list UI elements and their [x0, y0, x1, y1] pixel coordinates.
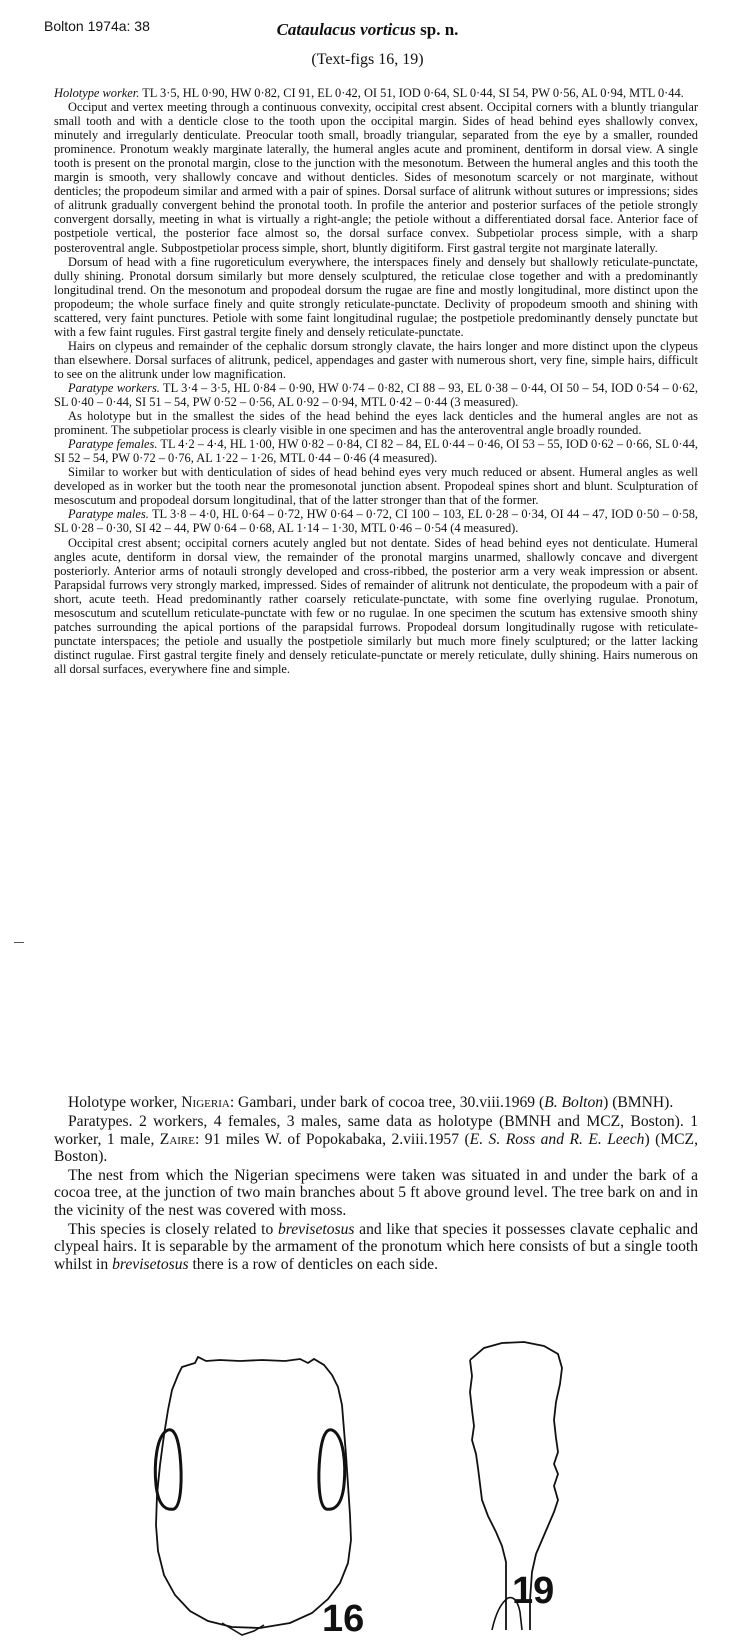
- species-rank: sp. n.: [415, 20, 459, 39]
- relationship-note: [54, 1221, 698, 1273]
- species-name: Cataulacus vorticus: [276, 20, 416, 39]
- nest-note: The nest from which the Nigerian specimens were taken was situated in and under the bark of a cocoa tree, at the junction of two main branches about 5 ft above ground level. The tree bark on and in the vicinity of the nest was covered with moss.: [54, 1167, 698, 1219]
- related-species-2: brevisetosus: [112, 1255, 189, 1273]
- holotype-material: [54, 1094, 698, 1111]
- paratype-males-measurements: [54, 507, 698, 535]
- description-pilosity: Hairs on clypeus and remainder of the cephalic dorsum strongly clavate, the hairs longer and more distinct upon the clypeus than elsewhere. Dorsal surfaces of alitrunk, pedicel, appendages and gaster with numerous short, very fine, simple hairs, difficult to see on the alitrunk under low magnification.: [54, 338, 698, 381]
- holotype-collector: B. Bolton: [544, 1094, 604, 1111]
- relationship-b: and like that species it possesses clavate cephalic and clypeal hairs. It is separable by the armament of the pronotum which here consists of but a single tooth whilst in: [54, 1221, 698, 1273]
- paratype-material-b: : 91 miles W. of Popokabaka, 2.viii.1957 (: [195, 1130, 470, 1148]
- figure-reference: (Text-figs 16, 19): [311, 51, 424, 68]
- paratype-workers-values: TL 3·4 – 3·5, HL 0·84 – 0·90, HW 0·74 – 0·82, CI 88 – 93, EL 0·38 – 0·44, OI 50 – 54, IOD 0·54 – 0·62, SL 0·40 – 0·44, SI 51 – 54, PW 0·52 – 0·56, AL 0·92 – 0·94, MTL 0·42 – 0·44 (3 measured).: [54, 380, 698, 410]
- paratype-females-measurements: [54, 437, 698, 465]
- holotype-material-a: Holotype worker,: [68, 1094, 182, 1111]
- paratype-workers-measurements: [54, 381, 698, 409]
- paratype-workers-label: Paratype workers.: [68, 380, 160, 395]
- clypeal-notch: [222, 1623, 264, 1635]
- paratype-males-text: Occipital crest absent; occipital corners acutely angled but not dentate. Sides of head behind eyes not denticulate. Humeral angles acute, dentiform in dorsal view, the remainder of the pronotal margins unarmed, shallowly concave and divergent posteriorly. Anterior arms of notauli strongly developed and cross-ribbed, the posterior arm a very weak impression or absent. Parapsidal furrows very strongly marked, impressed. Sides of remainder of alitrunk not denticulate, the propodeum with a pair of short, acute teeth. Head predominantly rather coarsely reticulate-punctate, with some fine overlying rugulae. Pronotum, mesoscutum and scutellum reticulate-punctate with few or no rugulae. In one specimen the scutum has extensive smooth shiny patches surrounding the apical portions of the parapsidal furrows. Propodeal dorsum longitudinally rugose with reticulate-punctate interspaces; the petiole and usually the postpetiole similarly but much more finely sculptured; or the latter lacking distinct rugulae. First gastral tergite finely and densely reticulate-punctate or merely reticulate, dully shining. Hairs numerous on all dorsal surfaces, everywhere fine and simple.: [54, 535, 698, 676]
- holotype-values: TL 3·5, HL 0·90, HW 0·82, CI 91, EL 0·42, OI 51, IOD 0·64, SL 0·44, SI 54, PW 0·56, AL 0·94, MTL 0·44.: [139, 86, 684, 100]
- description-block: [54, 86, 698, 676]
- holotype-measurements: [54, 86, 698, 100]
- paratype-females-label: Paratype females.: [68, 437, 158, 452]
- holotype-label: Holotype worker.: [54, 86, 140, 100]
- paratype-males-label: Paratype males.: [68, 507, 149, 522]
- related-species: brevisetosus: [277, 1221, 355, 1239]
- material-block: [54, 1094, 698, 1275]
- species-title: [0, 20, 735, 40]
- head-outline: [156, 1357, 351, 1628]
- holotype-material-c: ) (BMNH).: [603, 1094, 674, 1111]
- paratype-material-a: Paratypes. 2 workers, 4 females, 3 males, same data as holotype (BMNH and MCZ, Boston). 1 worker, 1 male,: [54, 1113, 698, 1148]
- description-morphology: Occiput and vertex meeting through a continuous convexity, occipital crest absent. Occipital corners with a bluntly triangular small tooth and with a denticle close to the tooth upon the occipital margin. Sides of head behind eyes shallowly convex, minutely and irregularly denticulate. Preocular tooth small, broadly triangular, separated from the eye by a smaller, rounded prominence. Pronotum weakly marginate laterally, the humeral angles acute and prominent, dentiform in dorsal view. A single tooth is present on the pronotal margin, close to the junction with the mesonotum. Between the humeral angles and this tooth the margin is smooth, very shallowly concave and without denticles. Sides of mesonotum scarcely or not marginate, without denticles; the propodeum similar and armed with a pair of spines. Dorsal surface of alitrunk without sutures or impressions; sides of alitrunk gradually convergent behind the pronotal tooth. In profile the anterior and posterior surfaces of the petiole strongly convergent dorsally, meeting in what is virtually a right-angle; the petiole without a differentiated dorsal face. Anterior face of postpetiole vertical, the posterior face almost so, the dorsal surface convex. Subpetiolar process simple, with a sharp posteroventral angle. Subpostpetiolar process simple, short, bluntly digitiform. First gastral tergite not marginate laterally.: [54, 100, 698, 255]
- figure-19-label: 19: [512, 1570, 555, 1612]
- relationship-a: This species is closely related to: [68, 1221, 278, 1239]
- figure-16-label: 16: [322, 1598, 365, 1640]
- paratype-material: [54, 1113, 698, 1165]
- relationship-c: there is a row of denticles on each side.: [188, 1255, 438, 1273]
- paratype-males-values: TL 3·8 – 4·0, HL 0·64 – 0·72, HW 0·64 – 0·72, CI 100 – 103, EL 0·28 – 0·34, OI 44 – 47, IOD 0·50 – 0·58, SL 0·28 – 0·30, SI 42 – 44, PW 0·64 – 0·68, AL 1·14 – 1·30, MTL 0·46 – 0·54 (4 measured).: [54, 507, 698, 536]
- paratype-females-text: Similar to worker but with denticulation of sides of head behind eyes very much reduced or absent. Humeral angles as well developed as in worker but the tooth near the promesonotal junction absent. Propodeal spines short and blunt. Sculpturation of mesoscutum and propodeal dorsum longitudinal, that of the latter stronger than that of the former.: [54, 465, 698, 508]
- paratype-material-c: ) (MCZ, Boston).: [54, 1130, 698, 1165]
- holotype-country: Nigeria: [181, 1094, 230, 1111]
- right-eye: [319, 1430, 345, 1510]
- description-sculpture: Dorsum of head with a fine rugoreticulum everywhere, the interspaces finely and densely but shallowly reticulate-punctate, dully shining. Pronotal dorsum similarly but more densely sculptured, the reticulae close together and with a predominantly longitudinal trend. On the mesonotum and propodeal dorsum the rugae are fine and mostly longitudinal, more distinct upon the propodeum; the whole surface finely and quite strongly reticulate-punctate. Declivity of propodeum smooth and shining with scattered, very faint punctures. Petiole with some faint longitudinal rugulae; the postpetiole predominantly densely punctate but with a few faint rugules. First gastral tergite finely and densely reticulate-punctate.: [54, 254, 698, 339]
- paratype-country: Zaire: [159, 1130, 195, 1148]
- paratype-workers-text: As holotype but in the smallest the sides of the head behind the eyes lack denticles and the humeral angles are not as prominent. The subpetiolar process is clearly visible in one specimen and has the anteroventral angle broadly rounded.: [54, 409, 698, 438]
- paratype-females-values: TL 4·2 – 4·4, HL 1·00, HW 0·82 – 0·84, CI 82 – 84, EL 0·44 – 0·46, OI 53 – 55, IOD 0·62 – 0·66, SL 0·44, SI 52 – 54, PW 0·72 – 0·76, AL 1·22 – 1·26, MTL 0·44 – 0·46 (4 measured).: [54, 437, 698, 466]
- margin-mark: [14, 942, 24, 943]
- citation: Bolton 1974a: 38: [44, 18, 150, 34]
- holotype-material-b: : Gambari, under bark of cocoa tree, 30.viii.1969 (: [229, 1094, 545, 1111]
- paratype-collector: E. S. Ross and R. E. Leech: [469, 1130, 645, 1148]
